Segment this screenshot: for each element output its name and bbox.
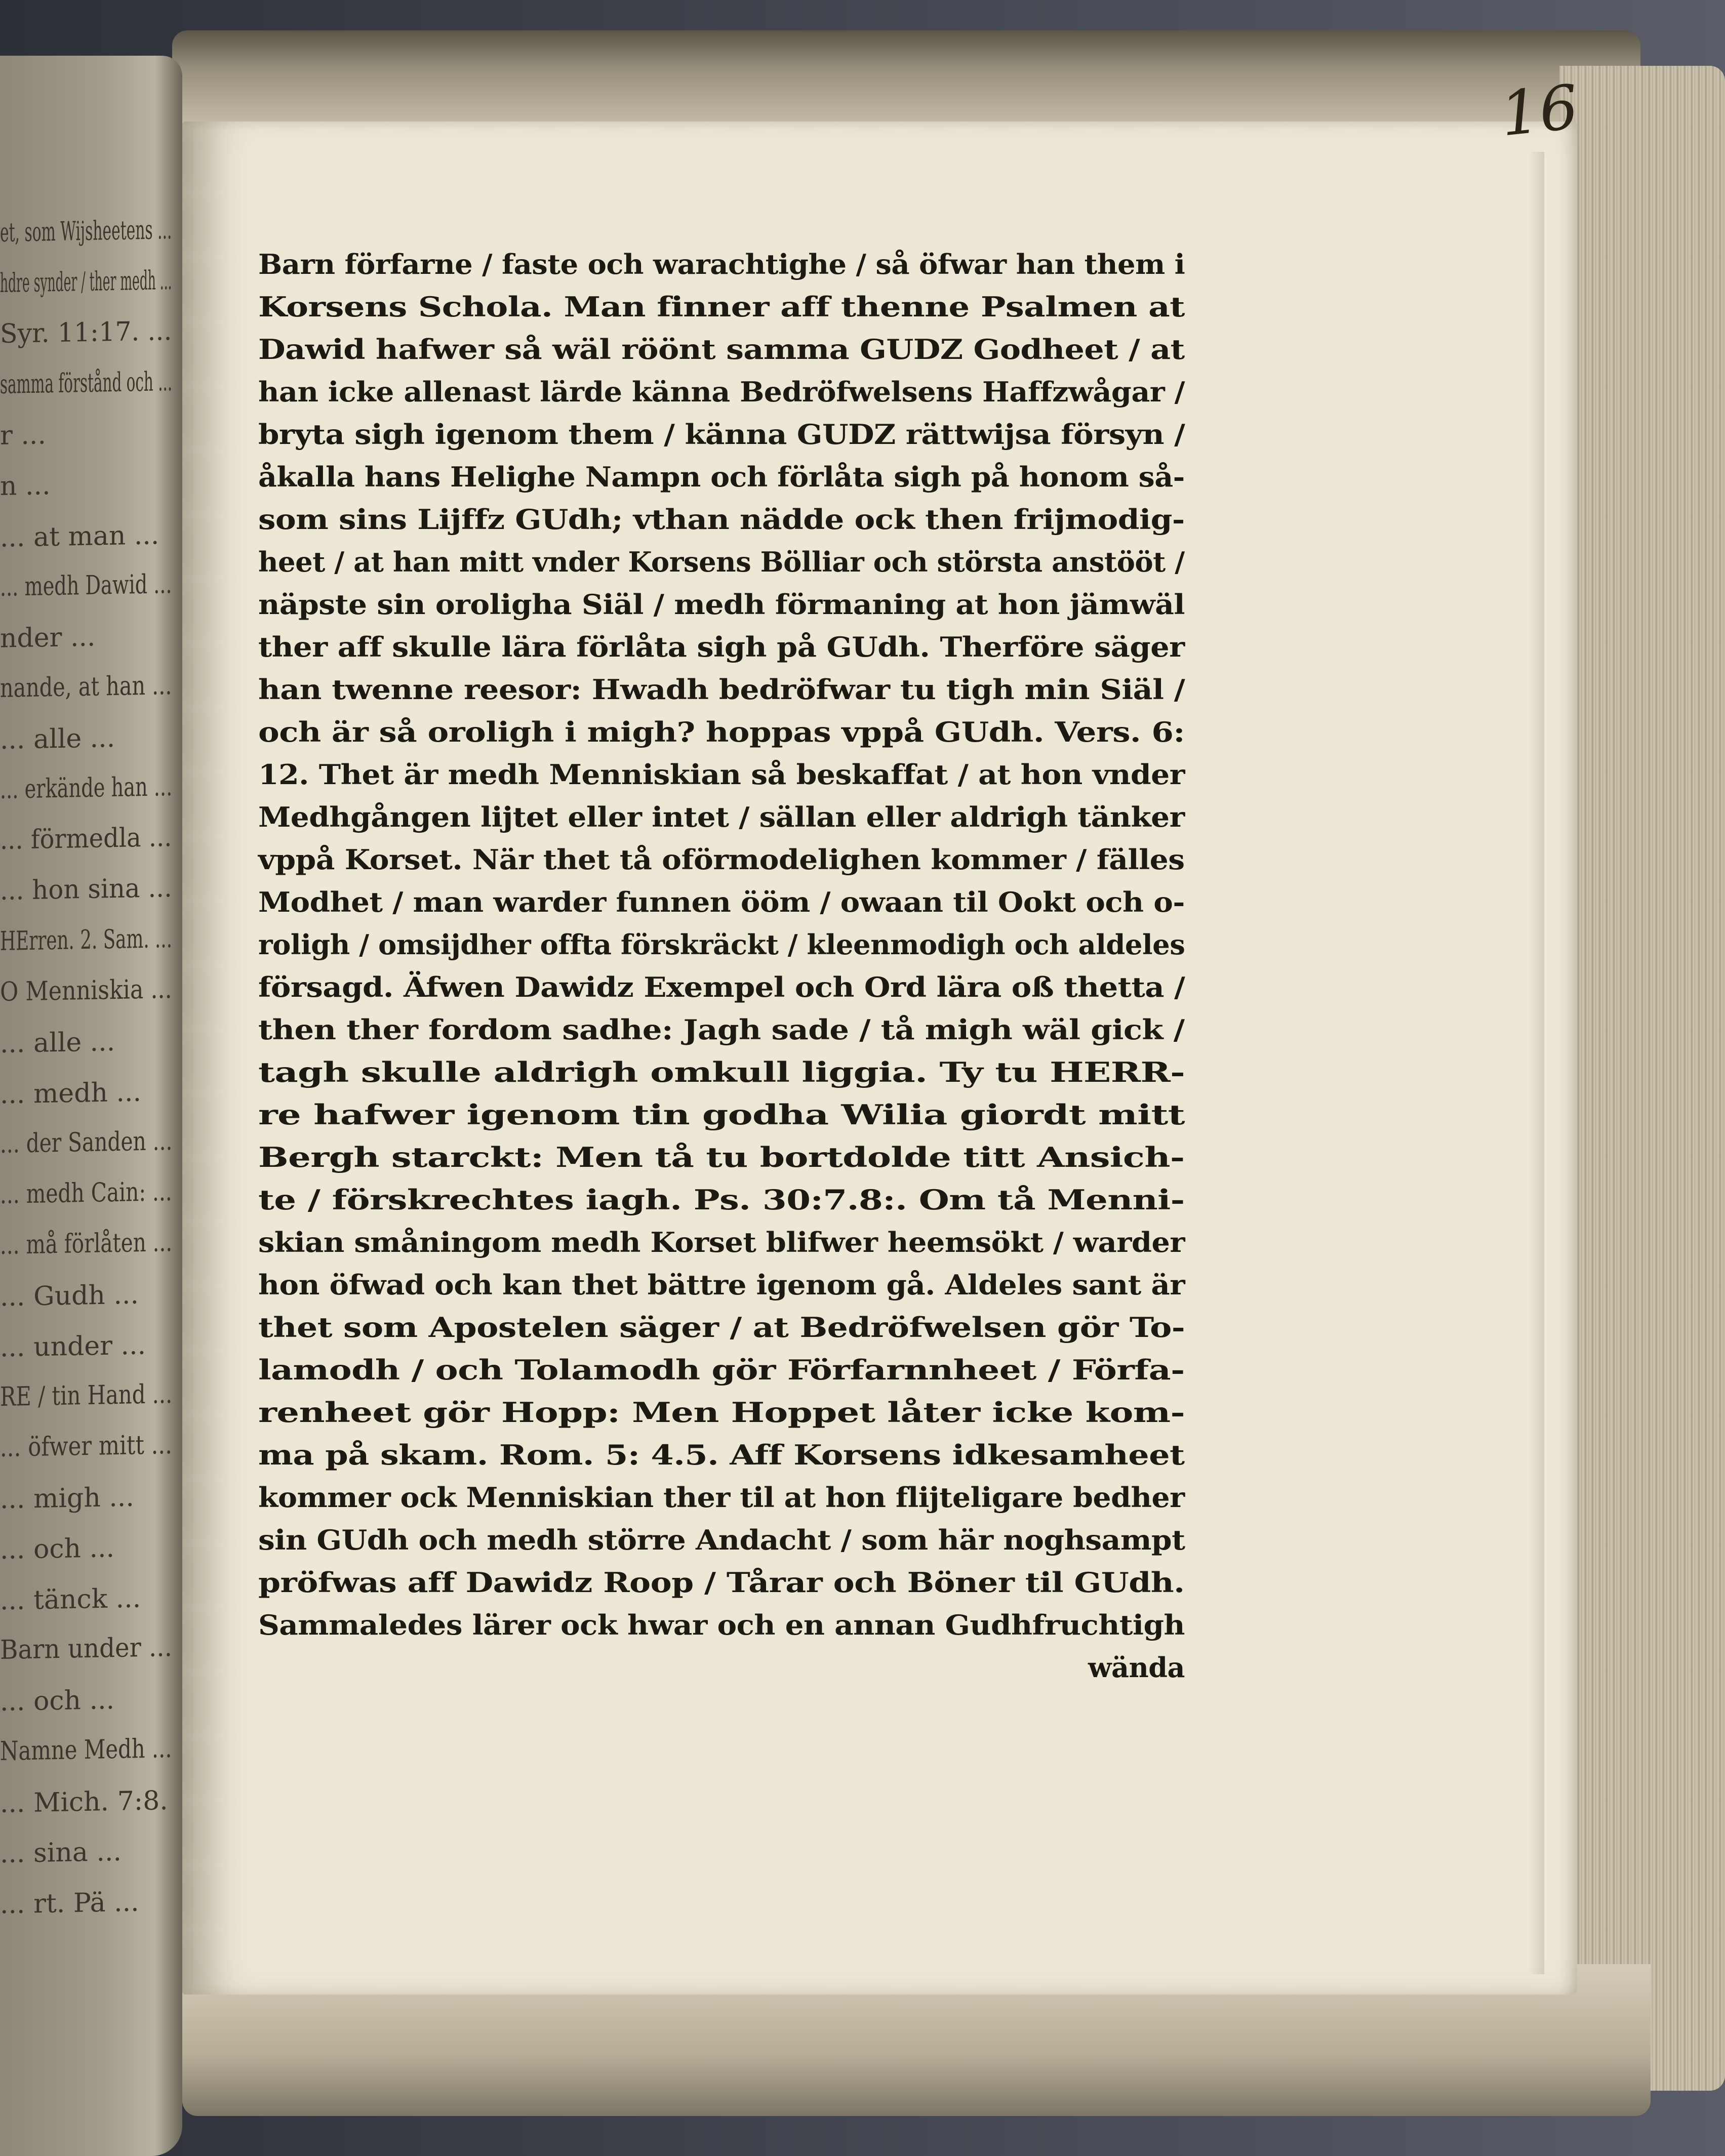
left-page-line: ... Gudh ... <box>0 1279 139 1313</box>
left-page-line: ... och ... <box>0 1533 115 1565</box>
text-line: renheet gör Hopp: Men Hoppet låter icke kom- <box>258 1396 1185 1429</box>
text-line: ther aff skulle lära förlåta sigh på GUdh. Therföre säger <box>258 631 1185 663</box>
page-edge-shadow <box>1529 152 1544 1974</box>
text-line: Korsens Schola. Man finner aff thenne Psalmen at <box>258 291 1185 323</box>
left-page-line: O Menniskia ... <box>0 974 172 1007</box>
text-line: Medhgången lijtet eller intet / sällan eller aldrigh tänker <box>258 801 1185 833</box>
text-line: hon öfwad och kan thet bättre igenom gå. Aldeles sant är <box>258 1269 1185 1301</box>
text-line: te / förskrechtes iagh. Ps. 30:7.8:. Om tå Menni- <box>258 1184 1185 1216</box>
left-page-line: ... medh Cain: ... <box>0 1176 172 1210</box>
left-page-line: ... rt. Pä ... <box>0 1887 139 1920</box>
text-line: tagh skulle aldrigh omkull liggia. Ty tu HERR- <box>258 1056 1185 1088</box>
left-page-line: Namne Medh ... <box>0 1733 172 1767</box>
text-line: re hafwer igenom tin godha Wilia giordt mitt <box>258 1099 1185 1131</box>
text-line: Barn förfarne / faste och warachtighe / så öfwar han them i <box>258 248 1185 280</box>
left-page-line: et, som Wijsheetens ... <box>0 215 172 248</box>
left-page-line: hdre synder / ther medh ... <box>0 265 172 299</box>
left-page-line: nande, at han ... <box>0 670 172 704</box>
left-page-line: HErren. 2. Sam. ... <box>0 923 173 957</box>
left-page-line: ... medh ... <box>0 1077 142 1110</box>
text-line: heet / at han mitt vnder Korsens Bölliar och största anstööt / <box>258 546 1185 578</box>
left-page-line: ... alle ... <box>0 723 115 755</box>
left-page-line: ... under ... <box>0 1330 146 1363</box>
left-facing-page <box>0 56 182 2156</box>
left-page-line: n ... <box>0 470 51 502</box>
text-line: bryta sigh igenom them / känna GUDZ rättwijsa försyn / <box>258 418 1185 451</box>
left-page-line: ... der Sanden ... <box>0 1126 173 1159</box>
left-page-line: ... alle ... <box>0 1027 115 1059</box>
text-line: lamodh / och Tolamodh gör Förfarnnheet / Förfa- <box>258 1354 1185 1386</box>
left-page-line: ... medh Dawid ... <box>0 569 172 602</box>
text-line: roligh / omsijdher offta förskräckt / kleenmodigh och aldeles <box>258 928 1185 961</box>
text-line: vppå Korset. När thet tå oförmodelighen kommer / fälles <box>258 843 1185 876</box>
text-line: näpste sin oroligha Siäl / medh förmaning at hon jämwäl <box>258 588 1185 621</box>
text-line: Bergh starckt: Men tå tu bortdolde titt Ansich- <box>258 1141 1185 1173</box>
left-page-line: ... öfwer mitt ... <box>0 1430 173 1463</box>
left-page-line: ... förmedla ... <box>0 822 172 856</box>
left-page-line: Syr. 11:17. ... <box>0 316 172 349</box>
text-line: han twenne reesor: Hwadh bedröfwar tu tigh min Siäl / <box>258 673 1185 706</box>
catchword: wända <box>1088 1651 1185 1684</box>
text-line: försagd. Äfwen Dawidz Exempel och Ord lära oß thetta / <box>258 971 1185 1003</box>
left-page-line: ... hon sina ... <box>0 873 172 906</box>
main-text-block <box>258 243 1185 1689</box>
left-page-line: ... Mich. 7:8. <box>0 1785 168 1819</box>
left-page-line: ... må förlåten ... <box>0 1227 173 1260</box>
text-line: kommer ock Menniskian ther til at hon flijteligare bedher <box>258 1481 1185 1514</box>
text-line: pröfwas aff Dawidz Roop / Tårar och Böner til GUdh. <box>258 1566 1185 1599</box>
book-top-edge <box>172 30 1640 132</box>
text-line: han icke allenast lärde känna Bedröfwelsens Haffzwågar / <box>258 376 1185 408</box>
text-line: åkalla hans Helighe Nampn och förlåta sigh på honom så- <box>258 461 1185 493</box>
text-line: Modhet / man warder funnen ööm / owaan til Ookt och o- <box>258 886 1185 918</box>
folio-number: 16 <box>1497 72 1582 150</box>
left-page-line: Barn under ... <box>0 1632 173 1665</box>
left-page-line: ... migh ... <box>0 1482 134 1515</box>
text-line: Dawid hafwer så wäl röönt samma GUDZ Godheet / at <box>258 333 1185 365</box>
left-page-line: r ... <box>0 420 46 451</box>
text-line: ma på skam. Rom. 5: 4.5. Aff Korsens idkesamheet <box>258 1439 1185 1471</box>
text-line: then ther fordom sadhe: Jagh sade / tå migh wäl gick / <box>258 1013 1185 1046</box>
text-line: som sins Lijffz GUdh; vthan nädde ock then frijmodig- <box>258 503 1185 536</box>
text-line: och är så oroligh i migh? hoppas vppå GUdh. Vers. 6: <box>258 716 1185 748</box>
left-page-line: ... och ... <box>0 1685 115 1717</box>
text-line: skian småningom medh Korset blifwer heemsökt / warder <box>258 1226 1185 1258</box>
left-page-line: samma förstånd och ... <box>0 367 173 400</box>
page-fore-edge <box>1559 66 1725 2091</box>
left-page-line: ... sina ... <box>0 1836 122 1869</box>
left-page-line: ... tänck ... <box>0 1583 141 1616</box>
left-page-line: nder ... <box>0 622 96 654</box>
text-line: Sammaledes lärer ock hwar och en annan Gudhfruchtigh <box>258 1609 1185 1641</box>
left-page-line: ... erkände han ... <box>0 771 173 805</box>
left-page-line: ... at man ... <box>0 520 159 553</box>
text-line: 12. Thet är medh Menniskian så beskaffat / at hon vnder <box>258 758 1185 791</box>
text-line: thet som Apostelen säger / at Bedröfwelsen gör To- <box>258 1311 1185 1344</box>
text-line: sin GUdh och medh större Andacht / som här noghsampt <box>258 1524 1185 1556</box>
left-page-line: RE / tin Hand ... <box>0 1379 173 1412</box>
